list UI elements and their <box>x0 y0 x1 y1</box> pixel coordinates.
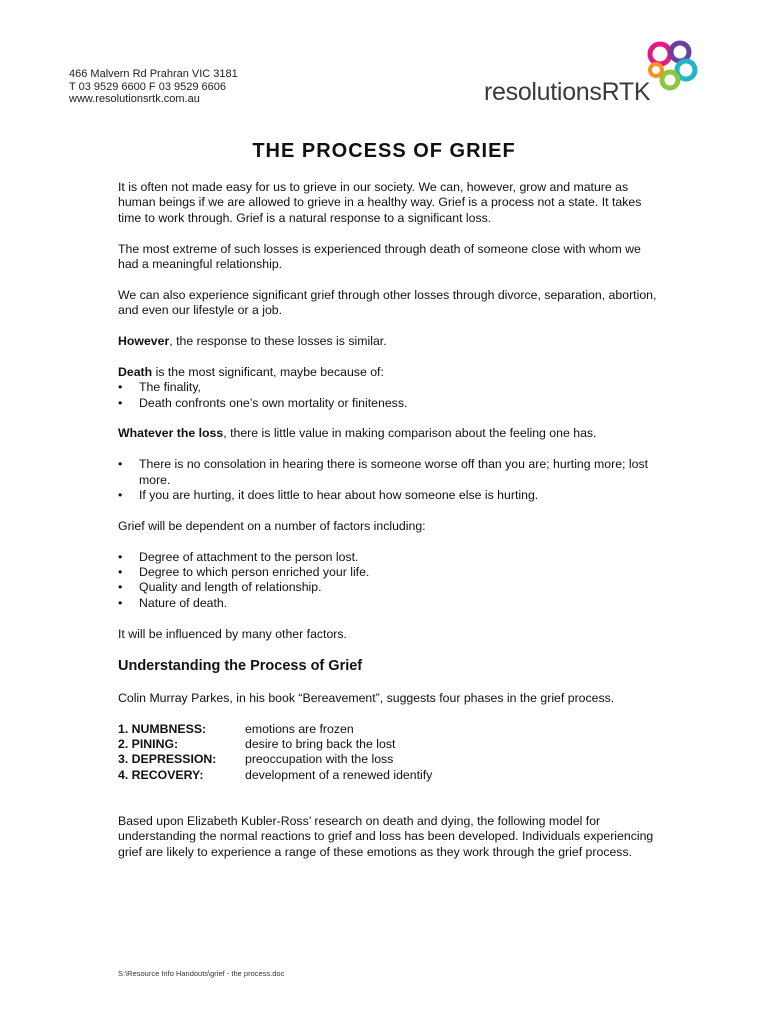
page-title: THE PROCESS OF GRIEF <box>252 140 516 162</box>
list-item: • Degree to which person enriched your life. <box>118 565 658 580</box>
logo-flower-icon <box>644 40 700 92</box>
list-item: • There is no consolation in hearing there is someone worse off than you are; hurting more; lost more. <box>118 457 658 488</box>
factor-list <box>118 550 658 612</box>
paragraph: It is often not made easy for us to grieve in our society. We can, however, grow and mature as human beings if we are allowed to grieve in a healthy way. Grief is a process not a state. It takes time to work through. Grief is a natural response to a significant loss. <box>118 180 642 225</box>
section-heading: Understanding the Process of Grief <box>118 658 363 675</box>
footer-path: S:\Resource Info Handouts\grief - the process.doc <box>118 969 285 978</box>
phase-name: 3. DEPRESSION: <box>118 752 217 767</box>
website-line: www.resolutionsrtk.com.au <box>69 93 200 105</box>
logo-text: resolutionsRTK <box>484 78 651 106</box>
address-line: 466 Malvern Rd Prahran VIC 3181 <box>69 68 238 80</box>
phase-desc: emotions are frozen <box>245 721 354 736</box>
logo <box>484 40 704 110</box>
paragraph: Grief will be dependent on a number of factors including: <box>118 518 426 533</box>
bold-lead: However <box>118 334 170 349</box>
death-list <box>118 380 658 411</box>
bold-lead: Death <box>118 364 153 379</box>
paragraph: Death is the most significant, maybe because of: <box>118 364 384 379</box>
document-body <box>118 180 658 860</box>
paragraph: Colin Murray Parkes, in his book “Bereavement”, suggests four phases in the grief process. <box>118 690 615 705</box>
paragraph: The most extreme of such losses is experienced through death of someone close with whom we had a meaningful relationship. <box>118 241 641 272</box>
phase-desc: preoccupation with the loss <box>245 752 394 767</box>
paragraph: It will be influenced by many other factors. <box>118 626 347 641</box>
list-item: • Death confronts one’s own mortality or finiteness. <box>118 396 658 411</box>
phase-desc: desire to bring back the lost <box>245 737 396 752</box>
phase-list <box>118 722 658 784</box>
list-item: • Nature of death. <box>118 596 658 611</box>
list-item: • Quality and length of relationship. <box>118 580 658 595</box>
paragraph: Whatever the loss, there is little value in making comparison about the feeling one has. <box>118 426 597 441</box>
phase-name: 2. PINING: <box>118 737 179 752</box>
phase-row <box>118 737 658 752</box>
list-item: • If you are hurting, it does little to hear about how someone else is hurting. <box>118 488 658 503</box>
loss-list <box>118 457 658 503</box>
list-item: • The finality, <box>118 380 658 395</box>
paragraph: We can also experience significant grief through other losses through divorce, separation, abortion, and even our lifestyle or a job. <box>118 287 657 318</box>
bold-lead: Whatever the loss <box>118 426 224 441</box>
address-block <box>69 68 238 106</box>
phase-row <box>118 768 658 783</box>
phase-name: 1. NUMBNESS: <box>118 721 207 736</box>
phase-name: 4. RECOVERY: <box>118 767 204 782</box>
phone-line: T 03 9529 6600 F 03 9529 6606 <box>69 80 226 93</box>
phase-row <box>118 752 658 767</box>
phase-desc: development of a renewed identify <box>245 767 433 782</box>
phase-row <box>118 722 658 737</box>
list-item: • Degree of attachment to the person lost. <box>118 550 658 565</box>
paragraph: However, the response to these losses is similar. <box>118 334 387 349</box>
paragraph: Based upon Elizabeth Kubler-Ross’ research on death and dying, the following model for understanding the normal reactions to grief and loss has been developed. Individuals experiencing grief are likely to experience a range of these emotions as they work through the grief process. <box>118 814 654 859</box>
